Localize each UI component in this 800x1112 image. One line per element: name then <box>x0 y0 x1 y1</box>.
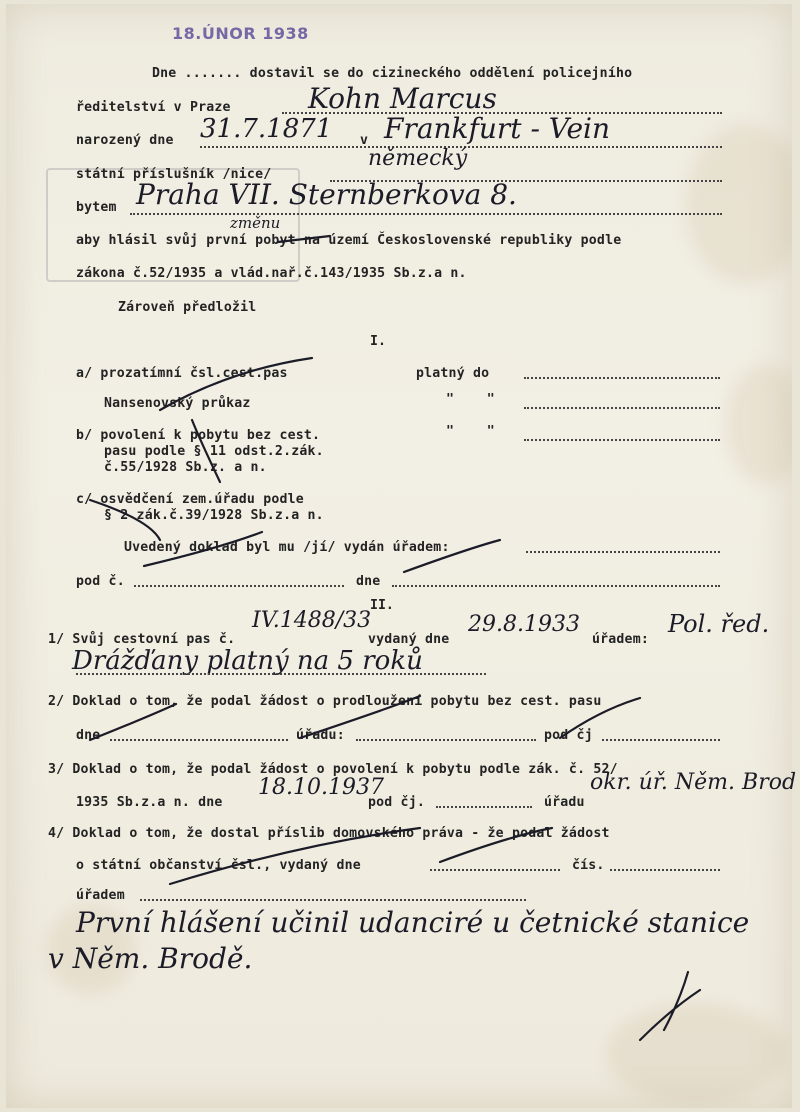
handwritten-birth-date: 31.7.1871 <box>200 114 333 144</box>
item-c-line-1: c/ osvědčení zem.úřadu podle <box>76 492 304 507</box>
item-2-dne-label: dne <box>76 728 101 743</box>
header-line-3: narozený dne <box>76 133 174 148</box>
item-2-office-label: úřadu: <box>296 728 345 743</box>
item-nansen: Nansenovský průkaz <box>104 396 251 411</box>
handwritten-application-office: okr. úř. Něm. Brod <box>590 770 797 795</box>
ditto-marks: " " <box>446 424 495 439</box>
strike-section-1-b <box>192 420 220 482</box>
item-1-office-label: úřadem: <box>592 632 649 647</box>
item-1: 1/ Svůj cestovní pas č. <box>48 632 236 647</box>
strike-item-2-c <box>560 698 640 738</box>
item-2-ref-label: pod čj <box>544 728 593 743</box>
item-3-office-label: úřadu <box>544 795 585 810</box>
header-line-4: státní příslušník /nice/ <box>76 167 272 182</box>
header-line-5: bytem <box>76 200 117 215</box>
handwritten-passport-office: Pol. řed. <box>668 610 770 638</box>
handwritten-passport-date: 29.8.1933 <box>468 612 580 637</box>
handwritten-birth-place: Frankfurt - Vein <box>384 112 611 145</box>
item-b-line-1: b/ povolení k pobytu bez cest. <box>76 428 321 443</box>
header-line-8: Zároveň předložil <box>118 300 257 315</box>
ditto-marks: " " <box>446 392 495 407</box>
strike-section-1-c <box>90 500 160 540</box>
strike-item-2-a <box>90 704 176 740</box>
item-3: 3/ Doklad o tom, že podal žádost o povolení k pobytu podle zák. č. 52/ <box>48 762 618 777</box>
item-4-line-2: o státní občanství čsl., vydaný dne <box>76 858 361 873</box>
strike-item-2-b <box>300 696 420 738</box>
item-4: 4/ Doklad o tom, že dostal příslib domovského práva - že podal žádost <box>48 826 610 841</box>
date-stamp: 18.ÚNOR 1938 <box>172 24 309 43</box>
section-1-heading: I. <box>370 334 386 349</box>
header-line-2: ředitelství v Praze <box>76 100 231 115</box>
strike-item-4-b <box>440 828 552 862</box>
signature-mark <box>640 972 700 1040</box>
item-c-line-2: § 2 zák.č.39/1928 Sb.z.a n. <box>104 508 324 523</box>
section-2-heading: II. <box>370 598 394 613</box>
handwritten-correction: změnu <box>230 214 281 232</box>
handwritten-name: Kohn Marcus <box>308 82 497 115</box>
item-3-ref-label: pod čj. <box>368 795 425 810</box>
handwritten-application-date: 18.10.1937 <box>258 775 384 800</box>
handwritten-note-line-2: v Něm. Brodě. <box>48 942 253 975</box>
handwritten-note-line-1: První hlášení učinil udanciré u četnické stanice <box>76 906 750 939</box>
header-line-1: Dne ....... dostavil se do cizineckého oddělení policejního <box>152 66 633 81</box>
item-4-number-label: čís. <box>572 858 605 873</box>
born-v-label: v <box>360 133 369 148</box>
item-4-office-label: úřadem <box>76 888 125 903</box>
handwritten-nationality: německý <box>368 146 468 171</box>
strike-item-4 <box>170 828 420 884</box>
header-line-6: aby hlásil svůj první pobyt na území Československé republiky podle <box>76 233 622 248</box>
strike-issued-date <box>404 540 500 572</box>
dne-label: dne <box>356 574 381 589</box>
item-2: 2/ Doklad o tom, že podal žádost o prodloužení pobytu bez cest. pasu <box>48 694 602 709</box>
item-b-line-3: č.55/1928 Sb.z. a n. <box>104 460 267 475</box>
pod-c-label: pod č. <box>76 574 125 589</box>
issued-by-label: Uvedený doklad byl mu /jí/ vydán úřadem: <box>124 540 450 555</box>
item-3-line-2: 1935 Sb.z.a n. dne <box>76 795 223 810</box>
handwritten-address: Praha VII. Sternberkova 8. <box>136 178 517 211</box>
item-1-issued-label: vydaný dne <box>368 632 450 647</box>
header-line-7: zákona č.52/1935 a vlád.nař.č.143/1935 Sb.z.a n. <box>76 266 467 281</box>
strike-first <box>278 236 330 242</box>
handwritten-passport-number: IV.1488/33 <box>252 608 372 633</box>
strike-issued <box>144 532 262 566</box>
item-b-line-2: pasu podle § 11 odst.2.zák. <box>104 444 324 459</box>
item-a-valid-label: platný do <box>416 366 490 381</box>
strike-section-1 <box>160 358 312 410</box>
item-a: a/ prozatímní čsl.cest.pas <box>76 366 288 381</box>
handwritten-passport-validity: Drážďany platný na 5 roků <box>72 646 423 676</box>
